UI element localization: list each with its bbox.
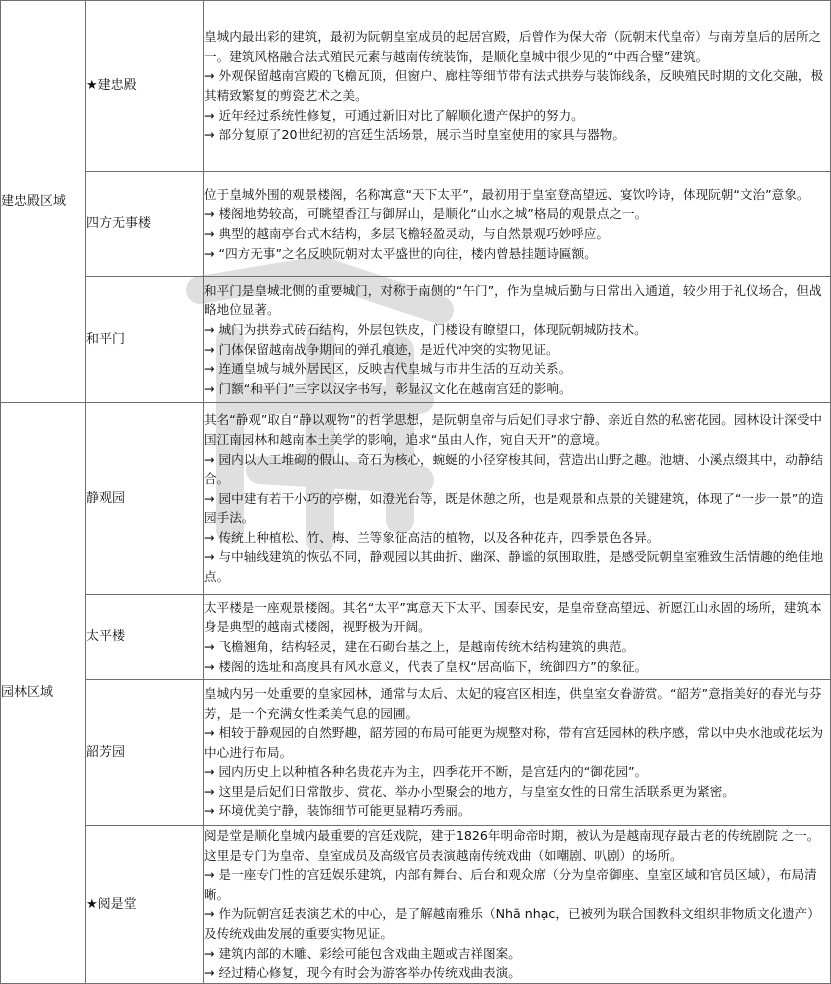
point-text: → 是一座专门性的宫廷娱乐建筑，内部有舞台、后台和观众席（分为皇帝御座、皇室区域和官员区域），布局清晰。 — [204, 867, 817, 902]
building-name-cell: ★阅是堂 — [86, 826, 204, 984]
table-row — [1, 403, 831, 595]
building-name-cell: 静观园 — [86, 403, 204, 595]
intro-text: 和平门是皇城北侧的重要城门，对称于南侧的“午门”，作为皇城后勤与日常出入通道，较少用于礼仪场合，但战略地位显著。 — [204, 282, 822, 318]
table-row — [1, 1, 831, 172]
point-text: → 这里是后妃们日常散步、赏花、举办小型聚会的地方，与皇室女性的日常生活联系更为紧密。 — [204, 783, 735, 799]
description-cell — [204, 595, 831, 680]
point-text: → 飞檐翘角，结构轻灵，建在石砌台基之上，是越南传统木结构建筑的典范。 — [204, 639, 635, 654]
point-text: → 连通皇城与城外居民区，反映古代皇城与市井生活的互动关系。 — [204, 361, 572, 377]
point-text: → 近年经过系统性修复，可通过新旧对比了解顺化遗产保护的努力。 — [204, 107, 584, 123]
point-text: → 典型的越南亭台式木结构，多层飞檐轻盈灵动，与自然景观巧妙呼应。 — [204, 226, 609, 241]
point-text: → “四方无事”之名反映阮朝对太平盛世的向往，楼内曾悬挂题诗匾额。 — [204, 245, 597, 261]
building-name-cell: 太平楼 — [86, 595, 204, 680]
point-text: → 传统上种植松、竹、梅、兰等象征高洁的植物，以及各种花卉，四季景色各异。 — [204, 529, 660, 545]
description-cell — [204, 403, 831, 595]
description-cell — [204, 277, 831, 403]
point-text: → 部分复原了20世纪初的宫廷生活场景，展示当时皇室使用的家具与器物。 — [204, 127, 625, 143]
intro-text: 阅是堂是顺化皇城内最重要的宫廷戏院，建于1826年明命帝时期，被认为是越南现存最古老的传统剧院 之一。这里是专门为皇帝、皇室成员及高级官员表演越南传统戏曲（如嘲剧、叭剧）的场所。 — [204, 828, 820, 863]
region-cell: 建忠殿区域 — [1, 1, 86, 403]
intro-text: 位于皇城外围的观景楼阁，名称寓意“天下太平”，最初用于皇室登高望远、宴饮吟诗，体现阮朝“文治”意象。 — [204, 186, 810, 202]
description-cell — [204, 1, 831, 172]
building-name-cell: 四方无事楼 — [86, 172, 204, 277]
point-text: → 环境优美宁静，装饰细节可能更显精巧秀丽。 — [204, 803, 471, 819]
point-text: → 园内历史上以种植各种名贵花卉为主，四季花开不断，是宫廷内的“御花园”。 — [204, 764, 648, 780]
point-text: → 门体保留越南战争期间的弹孔痕迹，是近代冲突的实物见证。 — [204, 341, 559, 357]
point-text: → 外观保留越南宫殿的飞檐瓦顶，但窗户、廊柱等细节带有法式拱券与装饰线条，反映殖民时期的文化交融，极其精致繁复的剪瓷艺术之美。 — [204, 68, 824, 103]
point-text: → 园内以人工堆砌的假山、奇石为核心，蜿蜒的小径穿梭其间，营造出山野之趣。池塘、小溪点缀其中，动静结合。 — [204, 451, 824, 487]
building-name-cell: ★建忠殿 — [86, 1, 204, 172]
description-cell — [204, 172, 831, 277]
point-text: → 相较于静观园的自然野趣，韶芳园的布局可能更为规整对称，带有宫廷园林的秩序感，常以中央水池或花坛为中心进行布局。 — [204, 725, 824, 760]
point-text: → 门额“和平门”三字以汉字书写，彰显汉文化在越南宫廷的影响。 — [204, 380, 572, 396]
intro-text: 皇城内最出彩的建筑，最初为阮朝皇室成员的起居宫殿，后曾作为保大帝（阮朝末代皇帝）与南芳皇后的居所之一。建筑风格融合法式殖民元素与越南传统装饰，是顺化皇城中很少见的“中西合璧”建筑。 — [204, 29, 822, 64]
point-text: → 城门为拱券式砖石结构，外层包铁皮，门楼设有瞭望口，体现阮朝城防技术。 — [204, 321, 647, 337]
description-cell — [204, 680, 831, 826]
point-text: → 楼阁的选址和高度具有风水意义，代表了皇权“居高临下，统御四方”的象征。 — [204, 658, 648, 674]
table-row — [1, 826, 831, 984]
building-name-cell: 韶芳园 — [86, 680, 204, 826]
point-text: → 园中建有若干小巧的亭榭，如澄光台等，既是休憩之所，也是观景和点景的关键建筑，体现了“一步一景”的造园手法。 — [204, 490, 824, 526]
point-text: → 楼阁地势较高，可眺望香江与御屏山，是顺化“山水之城”格局的观景点之一。 — [204, 206, 648, 222]
intro-text: 太平楼是一座观景楼阁。其名“太平”寓意天下太平、国泰民安，是皇帝登高望远、祈愿江山永固的场所，建筑本身是典型的越南式楼阁，视野极为开阔。 — [204, 599, 822, 635]
table-row — [1, 595, 831, 680]
table-row — [1, 172, 831, 277]
region-cell: 园林区域 — [1, 403, 86, 984]
point-text: → 作为阮朝宫廷表演艺术的中心，是了解越南雅乐（Nhã nhạc，已被列为联合国教科文组织非物质文化遗产）及传统戏曲发展的重要实物见证。 — [204, 906, 820, 941]
point-text: → 经过精心修复，现今有时会为游客举办传统戏曲表演。 — [204, 965, 521, 981]
table-row — [1, 680, 831, 826]
intro-text: 皇城内另一处重要的皇家园林，通常与太后、太妃的寝宫区相连，供皇室女眷游赏。“韶芳”意指美好的春光与芬芳，是一个充满女性柔美气息的园圃。 — [204, 685, 822, 721]
point-text: → 与中轴线建筑的恢弘不同，静观园以其曲折、幽深、静谧的氛围取胜，是感受阮朝皇室雅致生活情趣的绝佳地点。 — [204, 549, 824, 585]
table-row — [1, 277, 831, 403]
description-cell — [204, 826, 831, 984]
building-name-cell: 和平门 — [86, 277, 204, 403]
intro-text: 其名“静观”取自“静以观物”的哲学思想，是阮朝皇帝与后妃们寻求宁静、亲近自然的私密花园。园林设计深受中国江南园林和越南本土美学的影响，追求“虽由人作，宛自天开”的意境。 — [204, 412, 823, 447]
point-text: → 建筑内部的木雕、彩绘可能包含戏曲主题或吉祥图案。 — [204, 945, 521, 961]
